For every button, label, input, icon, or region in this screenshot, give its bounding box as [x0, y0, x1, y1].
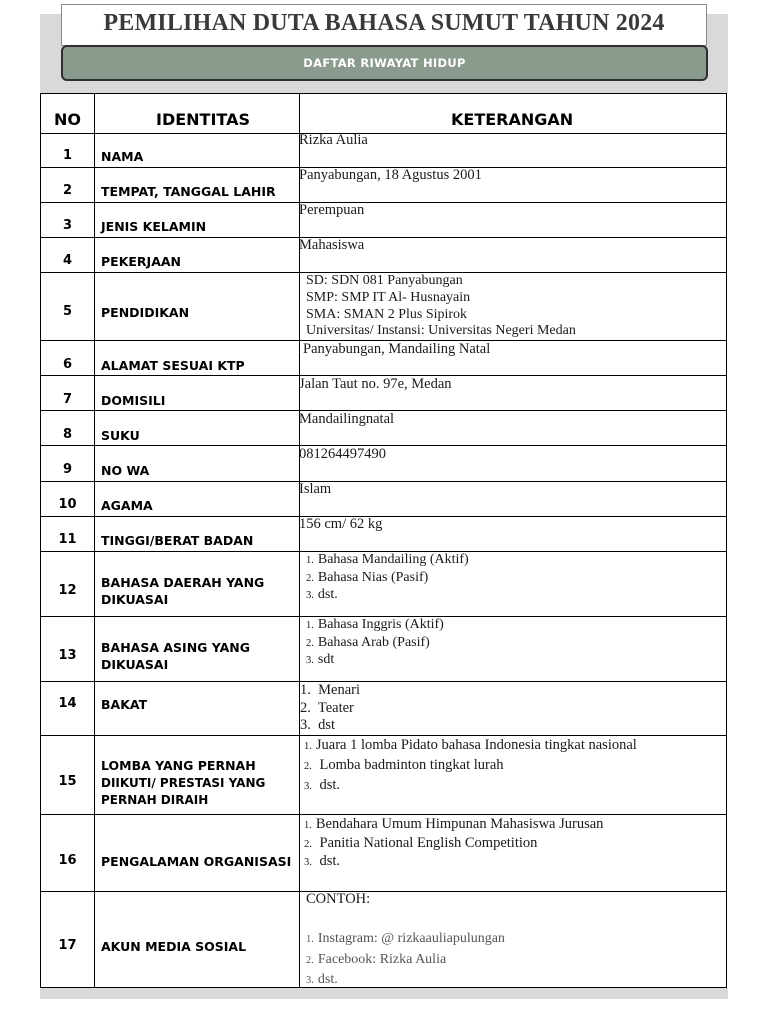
regional-language-list — [306, 552, 726, 605]
label-line: PERNAH DIRAIH — [101, 793, 209, 807]
field-value: Rizka Aulia — [299, 132, 368, 148]
list-number: 3. — [306, 975, 314, 986]
field-label: NAMA — [101, 149, 144, 164]
row-number: 1 — [62, 148, 73, 163]
field-value: 081264497490 — [299, 446, 386, 462]
field-value: Mahasiswa — [299, 237, 365, 253]
list-item — [304, 776, 724, 796]
list-item — [306, 570, 726, 588]
list-item — [304, 756, 724, 776]
row-number: 5 — [62, 304, 73, 319]
list-number: 3. — [306, 655, 314, 666]
list-item — [304, 853, 724, 872]
list-number: 1. — [306, 555, 314, 566]
list-number: 1. — [300, 682, 311, 698]
list-text: dst — [318, 717, 336, 733]
list-text: Lomba badminton tingkat lurah — [319, 757, 504, 773]
list-item — [306, 635, 726, 653]
header-identitas: IDENTITAS — [156, 110, 250, 129]
list-text: dst. — [317, 587, 338, 602]
list-item — [304, 736, 724, 756]
row-number: 9 — [62, 462, 73, 477]
education-line: SMP: SMP IT Al- Husnayain — [306, 289, 471, 305]
list-item — [304, 835, 724, 854]
field-value: Mandailingnatal — [299, 411, 395, 427]
list-text: Juara 1 lomba Pidato bahasa Indonesia tingkat nasional — [315, 737, 637, 753]
title-box — [61, 4, 707, 46]
foreign-language-list — [306, 617, 726, 670]
field-value: Panyabungan, 18 Agustus 2001 — [299, 167, 482, 183]
education-line: SMA: SMAN 2 Plus Sipirok — [306, 306, 468, 322]
field-label: PENGALAMAN ORGANISASI — [101, 854, 292, 869]
list-number: 2. — [304, 838, 312, 850]
list-item — [306, 617, 726, 635]
education-line: SD: SDN 081 Panyabungan — [306, 273, 463, 288]
list-text: Bahasa Mandailing (Aktif) — [317, 552, 469, 567]
list-text: Bendahara Umum Himpunan Mahasiswa Jurusan — [315, 816, 604, 832]
list-item — [304, 816, 724, 835]
list-item — [306, 950, 726, 971]
row-divider — [40, 814, 727, 815]
list-number: 1. — [304, 741, 312, 752]
list-item — [306, 929, 726, 950]
field-label: ALAMAT SESUAI KTP — [101, 358, 245, 373]
list-item — [306, 552, 726, 570]
field-value: Jalan Taut no. 97e, Medan — [299, 376, 452, 392]
list-text: sdt — [317, 652, 335, 667]
field-label — [101, 757, 296, 810]
list-text: dst. — [319, 777, 341, 793]
row-number: 6 — [62, 357, 73, 372]
list-number: 3. — [304, 781, 312, 792]
organization-list — [304, 816, 724, 872]
row-number: 15 — [58, 774, 77, 789]
row-number: 4 — [62, 253, 73, 268]
list-number: 3. — [300, 717, 311, 733]
banner-label: DAFTAR RIWAYAT HIDUP — [303, 56, 466, 70]
row-number: 7 — [62, 392, 73, 407]
list-text: dst. — [319, 853, 341, 869]
column-divider — [94, 93, 95, 988]
field-label: JENIS KELAMIN — [101, 219, 207, 234]
biodata-table — [40, 93, 728, 988]
talent-list — [300, 682, 720, 735]
field-label: TINGGI/BERAT BADAN — [101, 533, 254, 548]
social-media-heading: CONTOH: — [306, 891, 371, 907]
row-number: 14 — [58, 696, 77, 711]
field-label: BAHASA DAERAH YANG DIKUASAI — [101, 575, 265, 607]
list-text: Instagram: @ rizkaauliapulungan — [317, 931, 505, 946]
field-label: SUKU — [101, 428, 140, 443]
field-label: PENDIDIKAN — [101, 305, 190, 320]
row-number: 13 — [58, 648, 77, 663]
list-number: 2. — [306, 954, 314, 966]
list-item — [306, 652, 726, 670]
list-number: 1. — [306, 620, 314, 631]
list-text: Panitia National English Competition — [319, 834, 538, 851]
table-border-right — [726, 93, 727, 988]
field-label: NO WA — [101, 463, 150, 478]
list-text: Teater — [317, 699, 354, 716]
list-number: 2. — [304, 761, 312, 772]
list-text: Bahasa Inggris (Aktif) — [317, 617, 444, 632]
list-number: 1. — [306, 934, 314, 945]
row-number: 3 — [62, 218, 73, 233]
field-value: Islam — [299, 481, 332, 497]
row-number: 2 — [62, 183, 73, 198]
list-text: Bahasa Arab (Pasif) — [317, 634, 430, 650]
label-line: DIIKUTI/ PRESTASI YANG — [101, 775, 266, 790]
list-item — [306, 970, 726, 991]
field-label: PEKERJAAN — [101, 254, 182, 269]
field-value: Perempuan — [299, 202, 365, 218]
social-media-list — [306, 929, 726, 991]
field-label: TEMPAT, TANGGAL LAHIR — [101, 184, 276, 199]
education-line: Universitas/ Instansi: Universitas Negeri Medan — [306, 323, 576, 339]
field-label: AKUN MEDIA SOSIAL — [101, 939, 247, 954]
list-item — [300, 717, 720, 735]
list-number: 3. — [306, 590, 314, 601]
column-divider — [299, 93, 300, 988]
row-number: 10 — [58, 497, 77, 512]
row-number: 16 — [58, 853, 77, 868]
row-number: 8 — [62, 427, 73, 442]
list-item — [300, 682, 720, 700]
header-no: NO — [54, 110, 81, 129]
education-list — [306, 273, 726, 340]
row-number: 11 — [58, 532, 77, 547]
list-number: 3. — [304, 857, 312, 868]
list-item — [300, 700, 720, 718]
field-value: 156 cm/ 62 kg — [299, 516, 383, 532]
list-number: 1. — [304, 820, 312, 831]
list-number: 2. — [300, 699, 311, 716]
table-border-top — [40, 93, 727, 94]
list-number: 2. — [306, 637, 314, 649]
field-label: BAKAT — [101, 697, 148, 712]
field-value: Panyabungan, Mandailing Natal — [303, 341, 491, 357]
field-label: DOMISILI — [101, 393, 166, 408]
field-label: AGAMA — [101, 498, 153, 513]
list-text: dst. — [317, 972, 338, 987]
label-line: LOMBA YANG PERNAH — [101, 758, 256, 773]
list-text: Facebook: Rizka Aulia — [317, 951, 447, 967]
row-number: 12 — [58, 583, 77, 598]
row-number: 17 — [58, 938, 77, 953]
field-label: BAHASA ASING YANG DIKUASAI — [101, 640, 251, 672]
list-number: 2. — [306, 572, 314, 584]
list-text: Bahasa Nias (Pasif) — [317, 569, 429, 585]
list-text: Menari — [318, 682, 360, 698]
section-banner — [61, 45, 708, 81]
achievement-list — [304, 736, 724, 796]
list-item — [306, 587, 726, 605]
header-keterangan: KETERANGAN — [451, 110, 574, 129]
page-title: PEMILIHAN DUTA BAHASA SUMUT TAHUN 2024 — [103, 10, 665, 36]
